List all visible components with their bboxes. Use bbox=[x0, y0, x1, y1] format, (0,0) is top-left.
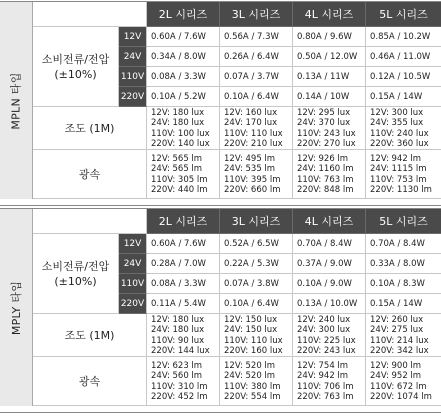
current-value: 0.37A / 9.0W bbox=[293, 254, 366, 274]
voltage-label: 12V bbox=[119, 234, 147, 254]
series-header: 4L 시리즈 bbox=[293, 2, 366, 27]
series-header: 5L 시리즈 bbox=[366, 209, 441, 234]
spec-block-mpln bbox=[0, 1, 441, 206]
current-value: 0.52A / 6.5W bbox=[220, 234, 293, 254]
current-value: 0.10A / 9.0W bbox=[293, 274, 366, 294]
type-label-cell bbox=[0, 2, 33, 199]
current-value: 0.12A / 10.5W bbox=[366, 67, 441, 87]
corner-cell bbox=[33, 209, 147, 234]
lux-values: 12V: 300 lux 24V: 355 lux 110V: 240 lux 220V: 360 lux bbox=[366, 107, 441, 150]
current-value: 0.07A / 3.7W bbox=[220, 67, 293, 87]
current-value: 0.50A / 12.0W bbox=[293, 47, 366, 67]
current-value: 0.70A / 8.4W bbox=[293, 234, 366, 254]
lumen-values: 12V: 623 lm 24V: 560 lm 110V: 310 lm 220V: 452 lm bbox=[147, 357, 220, 406]
lumen-row-label: 광속 bbox=[33, 357, 147, 406]
current-row-label bbox=[33, 27, 119, 107]
current-value: 0.14A / 10W bbox=[293, 87, 366, 107]
voltage-label: 220V bbox=[119, 294, 147, 314]
series-header: 3L 시리즈 bbox=[220, 209, 293, 234]
current-value: 0.15A / 14W bbox=[366, 87, 441, 107]
current-value: 0.34A / 8.0W bbox=[147, 47, 220, 67]
lumen-values: 12V: 900 lm 24V: 952 lm 110V: 672 lm 220V: 1074 lm bbox=[366, 357, 441, 406]
current-value: 0.85A / 10.2W bbox=[366, 27, 441, 47]
series-header: 5L 시리즈 bbox=[366, 2, 441, 27]
current-value: 0.33A / 8.0W bbox=[366, 254, 441, 274]
current-value: 0.26A / 6.4W bbox=[220, 47, 293, 67]
current-row-label bbox=[33, 234, 119, 314]
series-header: 4L 시리즈 bbox=[293, 209, 366, 234]
lumen-values: 12V: 565 lm 24V: 565 lm 110V: 305 lm 220V: 440 lm bbox=[147, 150, 220, 199]
current-value: 0.22A / 5.3W bbox=[220, 254, 293, 274]
current-value: 0.56A / 7.3W bbox=[220, 27, 293, 47]
lux-values: 12V: 260 lux 24V: 275 lux 110V: 214 lux 220V: 342 lux bbox=[366, 314, 441, 357]
spec-grid bbox=[0, 1, 441, 206]
current-value: 0.10A / 6.4W bbox=[220, 87, 293, 107]
lumen-values: 12V: 754 lm 24V: 942 lm 110V: 706 lm 220V: 763 lm bbox=[293, 357, 366, 406]
voltage-label: 24V bbox=[119, 254, 147, 274]
current-value: 0.11A / 5.4W bbox=[147, 294, 220, 314]
spec-block-mply bbox=[0, 208, 441, 413]
current-value: 0.07A / 3.8W bbox=[220, 274, 293, 294]
current-value: 0.10A / 5.2W bbox=[147, 87, 220, 107]
current-value: 0.10A / 6.4W bbox=[220, 294, 293, 314]
voltage-label: 110V bbox=[119, 274, 147, 294]
current-value: 0.46A / 11.0W bbox=[366, 47, 441, 67]
corner-cell bbox=[33, 2, 147, 27]
lumen-values: 12V: 926 lm 24V: 1160 lm 110V: 763 lm 220V: 848 lm bbox=[293, 150, 366, 199]
current-row-label-text: 소비전류/전압 (±10%) bbox=[41, 259, 110, 288]
current-value: 0.60A / 7.6W bbox=[147, 27, 220, 47]
type-label: MPLY 타입 bbox=[10, 280, 24, 335]
spec-grid bbox=[0, 208, 441, 413]
current-value: 0.28A / 7.0W bbox=[147, 254, 220, 274]
lumen-row-label: 광속 bbox=[33, 150, 147, 199]
current-value: 0.13A / 11W bbox=[293, 67, 366, 87]
lux-row-label: 조도 (1M) bbox=[33, 107, 147, 150]
lux-values: 12V: 180 lux 24V: 180 lux 110V: 100 lux 220V: 140 lux bbox=[147, 107, 220, 150]
current-value: 0.08A / 3.3W bbox=[147, 67, 220, 87]
lumen-values: 12V: 520 lm 24V: 520 lm 110V: 380 lm 220V: 554 lm bbox=[220, 357, 293, 406]
current-value: 0.08A / 3.3W bbox=[147, 274, 220, 294]
lux-values: 12V: 180 lux 24V: 180 lux 110V: 90 lux 220V: 144 lux bbox=[147, 314, 220, 357]
series-header: 2L 시리즈 bbox=[147, 2, 220, 27]
voltage-label: 220V bbox=[119, 87, 147, 107]
current-value: 0.80A / 9.6W bbox=[293, 27, 366, 47]
series-header: 3L 시리즈 bbox=[220, 2, 293, 27]
current-value: 0.60A / 7.6W bbox=[147, 234, 220, 254]
current-row-label-text: 소비전류/전압 (±10%) bbox=[41, 52, 110, 81]
lux-values: 12V: 150 lux 24V: 150 lux 110V: 110 lux 220V: 160 lux bbox=[220, 314, 293, 357]
voltage-label: 24V bbox=[119, 47, 147, 67]
type-label-cell bbox=[0, 209, 33, 406]
current-value: 0.70A / 8.4W bbox=[366, 234, 441, 254]
lumen-values: 12V: 942 lm 24V: 1115 lm 110V: 753 lm 220V: 1130 lm bbox=[366, 150, 441, 199]
series-header: 2L 시리즈 bbox=[147, 209, 220, 234]
voltage-label: 110V bbox=[119, 67, 147, 87]
current-value: 0.13A / 10.0W bbox=[293, 294, 366, 314]
lux-values: 12V: 160 lux 24V: 170 lux 110V: 110 lux 220V: 210 lux bbox=[220, 107, 293, 150]
current-value: 0.15A / 14W bbox=[366, 294, 441, 314]
lux-row-label: 조도 (1M) bbox=[33, 314, 147, 357]
type-label: MPLN 타입 bbox=[10, 71, 23, 130]
lumen-values: 12V: 495 lm 24V: 535 lm 110V: 395 lm 220V: 660 lm bbox=[220, 150, 293, 199]
current-value: 0.10A / 8.3W bbox=[366, 274, 441, 294]
voltage-label: 12V bbox=[119, 27, 147, 47]
lux-values: 12V: 240 lux 24V: 300 lux 110V: 225 lux 220V: 243 lux bbox=[293, 314, 366, 357]
lux-values: 12V: 295 lux 24V: 370 lux 110V: 243 lux 220V: 270 lux bbox=[293, 107, 366, 150]
